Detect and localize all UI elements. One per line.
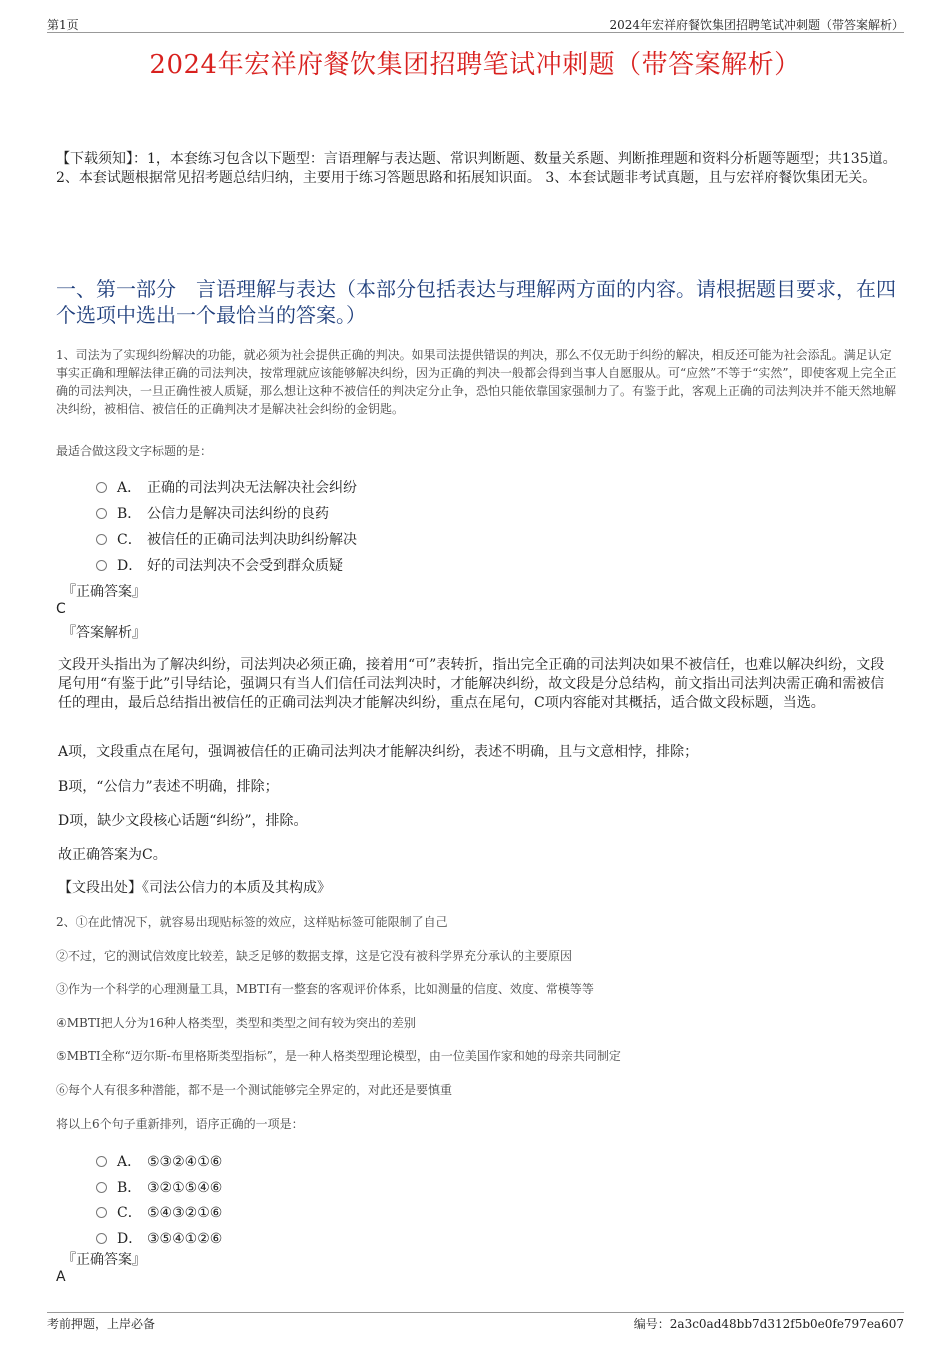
q1-analysis-d: D项，缺少文段核心话题“纠纷”，排除。 [58, 813, 308, 829]
page-number: 第1页 [47, 18, 79, 32]
q2-prompt: 将以上6个句子重新排列，语序正确的一项是： [56, 1117, 304, 1131]
radio-icon[interactable] [96, 534, 107, 545]
q2-option-c[interactable]: C． ⑤④③②①⑥ [96, 1202, 222, 1222]
radio-icon[interactable] [96, 482, 107, 493]
q2-sentence-6: ⑥每个人有很多种潜能，都不是一个测试能够完全界定的，对此还是要慎重 [56, 1083, 453, 1097]
q2-answer: A [56, 1269, 66, 1285]
q1-option-a[interactable]: A． 正确的司法判决无法解决社会纠纷 [96, 477, 357, 497]
q1-answer: C [56, 601, 66, 617]
q2-answer-label: 『正确答案』 [62, 1252, 146, 1268]
q1-option-c[interactable]: C． 被信任的正确司法判决助纠纷解决 [96, 529, 357, 549]
q2-sentence-1: 2、①在此情况下，就容易出现贴标签的效应，这样贴标签可能限制了自己 [56, 915, 448, 929]
header-doc-title: 2024年宏祥府餐饮集团招聘笔试冲刺题（带答案解析） [609, 18, 904, 32]
radio-icon[interactable] [96, 1156, 107, 1167]
footer-slogan: 考前押题，上岸必备 [47, 1317, 156, 1331]
q2-sentence-4: ④MBTI把人分为16种人格类型，类型和类型之间有较为突出的差别 [56, 1016, 416, 1030]
q1-analysis-conclusion: 故正确答案为C。 [58, 847, 167, 863]
document-title: 2024年宏祥府餐饮集团招聘笔试冲刺题（带答案解析） [149, 50, 801, 80]
page-footer [47, 1312, 904, 1333]
radio-icon[interactable] [96, 1233, 107, 1244]
q1-analysis-paragraph: 文段开头指出为了解决纠纷，司法判决必须正确，接着用“可”表转折，指出完全正确的司法判决如果不被信任，也难以解决纠纷，文段尾句用“有鉴于此”引导结论，强调只有当人们信任司法判决时，才能解决纠纷，故文段是分总结构，前文指出司法判决需正确和需被信任的理由，最后总结指出被信任的正确司法判决才能解决纠纷，重点在尾句，C项内容能对其概括，适合做文段标题，当选。 [58, 657, 885, 711]
q1-option-b[interactable]: B． 公信力是解决司法纠纷的良药 [96, 503, 329, 523]
question-1-text: 1、司法为了实现纠纷解决的功能，就必须为社会提供正确的判决。如果司法提供错误的判决，那么不仅无助于纠纷的解决，相反还可能为社会添乱。满足认定事实正确和理解法律正确的司法判决，按常理就应该能够解决纠纷，因为正确的判决一般都会得到当事人自愿服从。可“应然”不等于“实然”，即使客观上完全正确的司法判决，一旦正确性被人质疑，那么想让这种不被信任的判决定分止争，恐怕只能依靠国家强制力了。有鉴于此，客观上正确的司法判决并不能天然地解决纠纷，被相信、被信任的正确判决才是解决社会纠纷的金钥匙。 [56, 348, 897, 416]
q2-option-b[interactable]: B． ③②①⑤④⑥ [96, 1177, 222, 1197]
download-notice: 【下载须知】：1，本套练习包含以下题型：言语理解与表达题、常识判断题、数量关系题、判断推理题和资料分析题等题型；共135道。 2、本套试题根据常见招考题总结归纳，主要用于练习答题思路和拓展知识面。 3、本套试题非考试真题，且与宏祥府餐饮集团无关。 [56, 151, 897, 186]
footer-serial: 编号：2a3c0ad48bb7d312f5b0e0fe797ea607 [633, 1317, 904, 1331]
radio-icon[interactable] [96, 1182, 107, 1193]
q1-source: 【文段出处】《司法公信力的本质及其构成》 [58, 880, 331, 896]
q1-analysis-a: A项，文段重点在尾句，强调被信任的正确司法判决才能解决纠纷，表述不明确，且与文意相悖，排除； [58, 744, 699, 760]
q1-analysis-label: 『答案解析』 [62, 625, 146, 641]
radio-icon[interactable] [96, 1207, 107, 1218]
section-heading: 一、第一部分 言语理解与表达（本部分包括表达与理解两方面的内容。请根据题目要求，在四个选项中选出一个最恰当的答案。） [56, 277, 896, 327]
q2-sentence-2: ②不过，它的测试信效度比较差，缺乏足够的数据支撑，这是它没有被科学界充分承认的主要原因 [56, 949, 573, 963]
q2-sentence-3: ③作为一个科学的心理测量工具，MBTI有一整套的客观评价体系，比如测量的信度、效度、常模等等 [56, 982, 594, 996]
page-header [47, 14, 904, 33]
radio-icon[interactable] [96, 508, 107, 519]
q1-option-d[interactable]: D． 好的司法判决不会受到群众质疑 [96, 555, 343, 575]
q1-answer-label: 『正确答案』 [62, 584, 146, 600]
q2-sentence-5: ⑤MBTI全称“迈尔斯-布里格斯类型指标”，是一种人格类型理论模型，由一位美国作家和她的母亲共同制定 [56, 1049, 621, 1063]
radio-icon[interactable] [96, 560, 107, 571]
q2-option-d[interactable]: D． ③⑤④①②⑥ [96, 1228, 222, 1248]
question-1-prompt: 最适合做这段文字标题的是： [56, 444, 213, 458]
q2-option-a[interactable]: A． ⑤③②④①⑥ [96, 1151, 222, 1171]
q1-analysis-b: B项，“公信力”表述不明确，排除； [58, 779, 279, 795]
